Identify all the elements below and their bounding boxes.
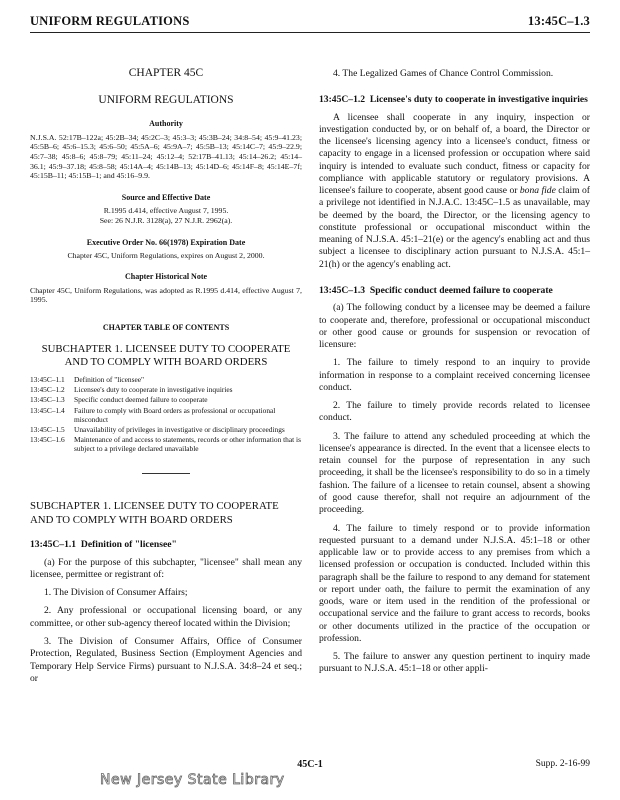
list-item: 4. The failure to timely respond or to provide information requested pursuant to a demand under N.J.S.A. 45:1–18 or other applicable law or to provide access to any premises from which a licensed profession or occupation is conducted. Included within this paragraph shall be the failure to respond to any demand for statement or report under oath, the failure to permit the examination of any goods, ware or item used in the rendition of the professional or occupational service and the failure to grant access to records, books or other documents utilized in the practice of the occupation or profession. — [319, 522, 590, 644]
running-head-section: 13:45C–1.3 — [527, 14, 590, 28]
source-line-1: R.1995 d.414, effective August 7, 1995. — [103, 206, 229, 216]
executive-order-heading: Executive Order No. 66(1978) Expiration Date — [86, 237, 246, 247]
list-item: 4. The Legalized Games of Chance Control Commission. — [333, 68, 554, 79]
left-column — [30, 62, 302, 685]
toc-entry-text: Licensee's duty to cooperate in investigative inquiries — [74, 385, 233, 395]
historical-note-text: Chapter 45C, Uniform Regulations, was adopted as R.1995 d.414, effective August 7, 1995. — [30, 285, 302, 305]
list-item: 5. The failure to answer any question pertinent to inquiry made pursuant to N.J.S.A. 45:1–18 or other appli- — [319, 651, 590, 675]
list-item: 2. Any professional or occupational licensing board, or any committee, or other sub-agency thereof located within the Division; — [30, 605, 302, 629]
toc-entry[interactable] — [30, 375, 302, 384]
right-column — [319, 62, 590, 676]
list-item: 1. The Division of Consumer Affairs; — [44, 587, 188, 599]
section-divider — [142, 473, 190, 474]
section-number: 13:45C–1.1 — [30, 539, 77, 551]
toc-entry-number: 13:45C–1.3 — [30, 395, 65, 405]
toc-entry[interactable] — [30, 425, 302, 434]
running-head-title: UNIFORM REGULATIONS — [30, 14, 190, 28]
section-paragraph: (a) The following conduct by a licensee may be deemed a failure to cooperate and, therefore, professional or occupational misconduct or other good cause or grounds for suspension or revocation of licensure: — [319, 302, 590, 351]
list-item: 1. The failure to timely respond to an inquiry to provide information in response to a complaint received concerning licensee conduct. — [319, 357, 590, 393]
section-paragraph — [319, 112, 590, 271]
chapter-number: CHAPTER 45C — [128, 67, 204, 79]
table-of-contents — [30, 375, 302, 453]
toc-entry-text: Definition of "licensee" — [74, 375, 145, 385]
list-item: 2. The failure to timely provide records related to licensee conduct. — [319, 400, 590, 424]
toc-entry-text: Unavailability of privileges in investigative or disciplinary proceedings — [74, 424, 285, 434]
paragraph-emphasis: bona fide — [519, 185, 556, 197]
toc-subchapter-title: SUBCHAPTER 1. LICENSEE DUTY TO COOPERATE AND TO COMPLY WITH BOARD ORDERS — [41, 343, 291, 369]
toc-entry-number: 13:45C–1.1 — [30, 375, 65, 385]
section-heading-1-3 — [319, 285, 590, 297]
header-rule — [30, 32, 590, 33]
toc-entry-number: 13:45C–1.2 — [30, 385, 65, 395]
executive-order-text: Chapter 45C, Uniform Regulations, expires on August 2, 2000. — [67, 250, 265, 260]
paragraph-part: A licensee shall cooperate in any inquiry, inspection or investigation conducted by, or on behalf of, a board, the Director or the licensee's licensing agency into a licensee's conduct, fitness or capacity to engage in a licensed profession or occupation where said inquiry is intended to evaluate such conduct, fitness or capacity for compliance with applicable statutory or regulatory provisions. A licensee's failure to cooperate, absent good cause or — [319, 111, 590, 197]
paragraph-part: claim of a privilege not identified in N.J.A.C. 13:45C–1.5 as unavailable, may be deemed by the board, the Director, or the licensing agency to constitute professional or occupational misconduct within the meaning of N.J.S.A. 45:1–21(e) or the agency's enabling act and thus subject a licensee to disciplinary action pursuant to N.J.S.A. 45:1–21(h) or the agency's enabling act. — [319, 185, 590, 270]
section-number: 13:45C–1.2 — [319, 94, 366, 106]
subchapter-title: SUBCHAPTER 1. LICENSEE DUTY TO COOPERATE AND TO COMPLY WITH BOARD ORDERS — [30, 500, 279, 526]
running-head — [30, 14, 590, 30]
toc-entry-text: Maintenance of and access to statements, records or other information that is subject to a privilege declared unavailable — [74, 435, 301, 454]
toc-entry-number: 13:45C–1.4 — [30, 405, 65, 415]
toc-entry[interactable] — [30, 406, 302, 424]
toc-entry[interactable] — [30, 435, 302, 453]
toc-entry-number: 13:45C–1.5 — [30, 424, 65, 434]
section-heading-1-2 — [319, 94, 590, 106]
section-number: 13:45C–1.3 — [319, 284, 366, 296]
toc-entry-text: Failure to comply with Board orders as professional or occupational misconduct — [74, 405, 276, 424]
authority-heading: Authority — [149, 119, 183, 129]
section-title: Definition of "licensee" — [80, 539, 177, 551]
toc-heading: CHAPTER TABLE OF CONTENTS — [102, 322, 230, 332]
source-line-2: See: 26 N.J.R. 3128(a), 27 N.J.R. 2962(a). — [99, 215, 233, 225]
source-heading: Source and Effective Date — [121, 192, 211, 202]
toc-entry[interactable] — [30, 395, 302, 404]
toc-entry-text: Specific conduct deemed failure to cooperate — [74, 395, 208, 405]
section-paragraph: (a) For the purpose of this subchapter, "licensee" shall mean any licensee, permittee or registrant of: — [30, 556, 302, 580]
library-watermark: New Jersey State Library — [100, 772, 285, 788]
list-item: 3. The Division of Consumer Affairs, Office of Consumer Protection, Regulated, Business Section (Employment Agencies and Temporary Help Service Firms) pursuant to N.J.S.A. 34:8–24 et seq.; or — [30, 636, 302, 684]
authority-text: N.J.S.A. 52:17B–122a; 45:2B–34; 45:2C–3; 45:3–3; 45:3B–24; 34:8–54; 45:9–41.23; 45:5B–6; 45:6–15.3; 45:6–50; 45:5A–6; 45:9A–7; 45:5B–13; 45:14C–7; 45:9–22.9; 45:7–38; 45:8–6; 45:8–79; 45:11–24; 45:12–4; 52:17B–41.13; 45:14–26.2; 45:14–36.1; 45:9–37.18; 45:8–58; 45:14A–4; 45:14B–13; 45:14D–6; 45:14F–8; 45:14E–7f; 45:15B–11; 45:15B–1; and 45:16–9.9. — [30, 132, 302, 181]
page-number: 45C-1 — [297, 759, 323, 770]
supplement-date: Supp. 2-16-99 — [535, 759, 590, 769]
section-title: Specific conduct deemed failure to cooperate — [369, 284, 553, 296]
section-heading-1-1 — [30, 539, 302, 551]
toc-entry-number: 13:45C–1.6 — [30, 435, 65, 445]
section-title: Licensee's duty to cooperate in investigative inquiries — [369, 94, 588, 106]
chapter-title: UNIFORM REGULATIONS — [98, 93, 234, 106]
list-item: 3. The failure to attend any scheduled proceeding at which the licensee's appearance is directed. In the event that a licensee elects to retain counsel for the purpose of representation in any such proceeding, it shall be the licensee's responsibility to do so in a timely fashion. The failure of a licensee to retain counsel, absent a showing of good cause therefor, shall not require an adjournment of the proceeding. — [319, 430, 590, 516]
toc-entry[interactable] — [30, 385, 302, 394]
historical-note-heading: Chapter Historical Note — [124, 272, 208, 282]
